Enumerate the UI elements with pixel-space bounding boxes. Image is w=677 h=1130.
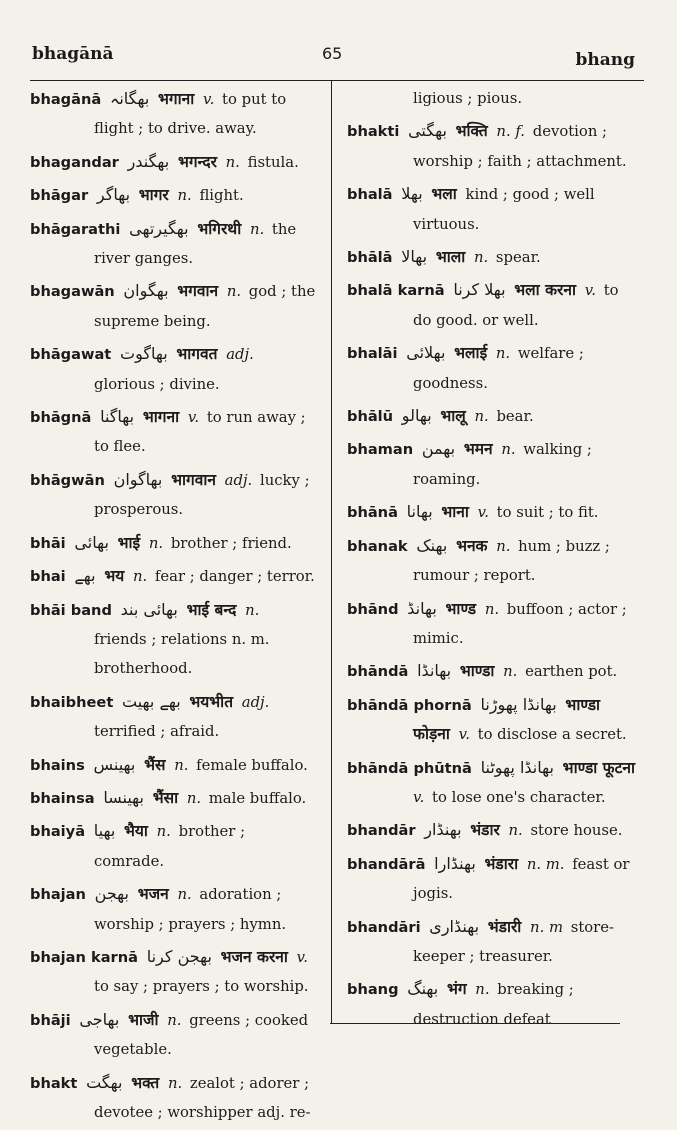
headword: bhalā karnā — [347, 282, 445, 300]
hindi-script: भला करना — [514, 281, 576, 300]
definition: fear ; danger ; terror. — [154, 568, 315, 586]
definition: lucky ; prosperous. — [94, 471, 310, 519]
grammar-tag: n. — [249, 220, 265, 238]
dictionary-entry — [30, 339, 318, 399]
hindi-script: भैया — [124, 822, 148, 841]
definition: terrified ; afraid. — [94, 723, 220, 741]
urdu-script: بھاگر — [96, 185, 131, 205]
continuation-text: ligious ; pious. — [413, 90, 523, 107]
grammar-tag: n. — [484, 600, 500, 618]
dictionary-entry — [30, 465, 318, 525]
headword: bhagandar — [30, 153, 119, 171]
urdu-script: بھگندر — [127, 151, 170, 171]
dictionary-entry — [30, 816, 318, 876]
urdu-script: بھے — [74, 566, 96, 586]
dictionary-entry — [347, 338, 641, 398]
hindi-script: भनक — [456, 536, 488, 555]
hindi-script: भंग — [446, 980, 467, 999]
headword: bhāgwān — [30, 471, 105, 489]
hindi-script: भंडारी — [487, 917, 522, 936]
grammar-tag: n. — [495, 345, 511, 363]
guide-word-right: bhang — [575, 50, 635, 70]
urdu-script: بھنگ — [407, 979, 439, 999]
dictionary-entry — [30, 402, 318, 462]
definition: welfare ; goodness. — [413, 345, 584, 392]
dictionary-entry — [30, 147, 318, 177]
definition: hum ; buzz ; rumour ; report. — [413, 537, 610, 585]
headword: bhānd — [347, 600, 399, 618]
dictionary-entry — [347, 656, 641, 686]
urdu-script: بھگوان — [123, 281, 169, 301]
urdu-script: بھے بھیت — [122, 691, 181, 711]
grammar-tag: adj. — [224, 471, 253, 489]
hindi-script: भाना — [441, 503, 469, 522]
definition: adoration ; worship ; prayers ; hymn. — [94, 886, 287, 933]
headword: bhalā — [347, 186, 393, 204]
hindi-script: भाण्डा फोड़ना — [413, 695, 601, 744]
definition: to do good. or well. — [413, 282, 619, 329]
grammar-tag: v. — [477, 504, 489, 522]
headword: bhāji — [30, 1011, 71, 1029]
hindi-script: भगाना — [158, 90, 195, 108]
hindi-script: भजन करना — [220, 947, 288, 966]
dictionary-entry — [347, 116, 641, 176]
headword: bhajan — [30, 886, 86, 904]
headword: bhaman — [347, 441, 414, 459]
headword: bhainsa — [30, 789, 95, 807]
urdu-script: بھاگوان — [113, 469, 163, 489]
dictionary-entry — [347, 815, 641, 845]
definition: female buffalo. — [196, 756, 308, 774]
grammar-tag: n. — [167, 1074, 183, 1092]
urdu-script: بھائی — [74, 532, 109, 552]
hindi-script: भागना — [142, 408, 180, 427]
urdu-script: بھلائی — [406, 343, 446, 363]
urdu-script: بھجن کرنا — [146, 946, 212, 966]
urdu-script: بھانڈا پھوٹنا — [480, 757, 554, 777]
grammar-tag: n. — [474, 408, 489, 426]
hindi-script: भगन्दर — [177, 152, 217, 171]
urdu-script: بھگیرتھی — [129, 218, 189, 238]
urdu-script: بھاگنا — [100, 407, 135, 427]
hindi-script: भगवान — [177, 282, 219, 301]
hindi-script: भक्त — [131, 1073, 160, 1092]
headword: bhai — [30, 568, 66, 586]
urdu-script: بھانا — [406, 502, 433, 522]
definition: greens ; cooked vegetable. — [94, 1011, 309, 1059]
urdu-script: بھگت — [86, 1072, 123, 1092]
headword: bhaiyā — [30, 823, 86, 841]
urdu-script: بھانڈ — [407, 598, 437, 618]
dictionary-entry — [30, 595, 318, 684]
definition: fistula. — [247, 153, 299, 171]
grammar-tag: n. — [167, 1011, 182, 1029]
definition: to put to flight ; to drive. away. — [94, 91, 287, 138]
definition: brother ; comrade. — [94, 823, 246, 870]
dictionary-entry — [347, 690, 641, 750]
urdu-script: بھالو — [401, 406, 432, 426]
headword: bhānā — [347, 504, 398, 522]
grammar-tag: n. f. — [496, 123, 526, 141]
urdu-script: بھجن — [94, 884, 129, 904]
urdu-script: بھاجی — [79, 1009, 120, 1029]
headword: bhāndā — [347, 663, 409, 681]
headword: bhagawān — [30, 283, 115, 301]
dictionary-entry — [30, 276, 318, 336]
urdu-script: بھگانہ — [109, 89, 150, 108]
hindi-script: भंडारा — [484, 854, 519, 873]
grammar-tag: n. — [501, 441, 516, 459]
headword: bhāi band — [30, 601, 112, 619]
grammar-tag: n. — [177, 187, 192, 205]
grammar-tag: v. — [187, 409, 200, 427]
grammar-tag: n. — [508, 822, 523, 840]
guide-word-left: bhagānā — [32, 44, 114, 64]
definition: spear. — [495, 249, 541, 267]
dictionary-entry — [347, 242, 641, 272]
definition: bear. — [496, 408, 534, 426]
grammar-tag: n. — [148, 534, 164, 552]
headword: bhandāri — [347, 918, 421, 936]
hindi-script: भय — [104, 567, 125, 586]
dictionary-entry — [347, 434, 641, 494]
hindi-script: भमन — [463, 440, 493, 459]
hindi-script: भागर — [138, 186, 169, 205]
definition: kind ; good ; well virtuous. — [413, 186, 595, 233]
urdu-script: بھیا — [93, 821, 116, 841]
headword: bhāgarathi — [30, 220, 121, 238]
column-divider — [331, 81, 332, 1023]
dictionary-entry — [30, 942, 318, 1002]
dictionary-entry — [347, 179, 641, 239]
hindi-script: भाण्डा फूटना — [562, 758, 636, 777]
grammar-tag: n. — [226, 283, 242, 301]
grammar-tag: adj. — [226, 346, 254, 364]
hindi-script: भाई — [117, 533, 141, 552]
left-column — [30, 84, 318, 1130]
hindi-script: भलाई — [454, 344, 488, 363]
dictionary-entry — [30, 879, 318, 939]
headword: bhāi — [30, 534, 66, 552]
hindi-script: भाला — [435, 248, 466, 267]
definition: male buffalo. — [208, 789, 307, 807]
right-column — [347, 84, 641, 1037]
definition: earthen pot. — [525, 663, 618, 681]
definition: god ; the supreme being. — [94, 283, 316, 330]
grammar-tag: v. — [203, 91, 215, 108]
definition: to suit ; to fit. — [496, 504, 599, 522]
headword: bhakti — [347, 123, 400, 141]
definition: the river ganges. — [94, 220, 297, 268]
hindi-script: भक्ति — [455, 122, 488, 141]
urdu-script: بھاگوت — [120, 344, 168, 364]
definition: to say ; prayers ; to worship. — [94, 978, 309, 996]
dictionary-entry — [347, 912, 641, 972]
grammar-tag: n. — [177, 886, 192, 904]
definition: flight. — [199, 187, 244, 205]
definition: buffoon ; actor ; mimic. — [413, 600, 627, 647]
hindi-script: भगिरथी — [197, 219, 242, 238]
headword: bhāgnā — [30, 409, 92, 427]
urdu-script: بھمن — [421, 439, 456, 459]
hindi-script: भालू — [440, 407, 466, 426]
grammar-tag: n. — [174, 756, 189, 774]
hindi-script: भजन — [137, 885, 169, 904]
headword: bhandār — [347, 822, 416, 840]
grammar-tag: n. — [245, 601, 260, 619]
dictionary-entry — [30, 783, 318, 813]
dictionary-entry — [30, 1005, 318, 1065]
dictionary-entry — [30, 214, 318, 274]
dictionary-entry — [347, 974, 641, 1034]
header-rule — [30, 80, 644, 81]
grammar-tag: v. — [458, 726, 470, 744]
grammar-tag: v. — [296, 948, 308, 966]
urdu-script: بھنڈاری — [429, 916, 480, 936]
urdu-script: بھینس — [93, 754, 136, 774]
dictionary-entry — [347, 531, 641, 591]
grammar-tag: adj. — [241, 693, 270, 711]
headword: bhalāi — [347, 345, 398, 363]
dictionary-entry — [30, 561, 318, 591]
definition: glorious ; divine. — [94, 375, 220, 393]
definition: feast or jogis. — [413, 855, 630, 903]
hindi-script: भाण्डा — [459, 662, 495, 681]
grammar-tag: n. — [132, 568, 148, 586]
headword: bhāgawat — [30, 346, 112, 364]
grammar-tag: n. — [225, 153, 240, 171]
dictionary-entry — [347, 497, 641, 527]
hindi-script: भाई बन्द — [186, 600, 237, 619]
urdu-script: بھنک — [416, 535, 448, 555]
headword: bhagānā — [30, 91, 102, 108]
page-header — [0, 0, 677, 80]
definition: zealot ; adorer ; devotee ; worshipper adj. re- — [94, 1074, 311, 1121]
headword: bhanak — [347, 537, 408, 555]
dictionary-entry — [30, 84, 318, 144]
grammar-tag: n. — [475, 981, 490, 999]
urdu-script: بھینسا — [103, 787, 144, 807]
hindi-script: भागवत — [176, 345, 218, 364]
definition: walking ; roaming. — [413, 441, 592, 488]
dictionary-entry — [347, 275, 641, 335]
hindi-script: भैंस — [144, 755, 166, 774]
hindi-script: भागवान — [171, 470, 216, 489]
urdu-script: بھانڈا پھوڑنا — [480, 694, 557, 714]
hindi-script: भैंसा — [152, 788, 179, 807]
urdu-script: بھنڈارا — [434, 853, 476, 873]
hindi-script: भाजी — [128, 1010, 159, 1029]
headword: bhālū — [347, 408, 394, 426]
urdu-script: بھگتی — [408, 121, 447, 141]
headword: bhains — [30, 756, 85, 774]
urdu-script: بھانڈا — [417, 661, 452, 681]
hindi-script: भंडार — [470, 821, 500, 840]
definition: to lose one's character. — [432, 788, 606, 806]
grammar-tag: n. — [496, 537, 511, 555]
dictionary-entry — [347, 753, 641, 813]
hindi-script: भाण्ड — [445, 599, 477, 618]
headword: bhāndā phornā — [347, 696, 472, 714]
urdu-script: بھائی بند — [120, 599, 178, 619]
grammar-tag: n. — [156, 823, 171, 841]
grammar-tag: v. — [584, 282, 596, 300]
definition: brother ; friend. — [170, 534, 292, 552]
definition: to run away ; to flee. — [94, 409, 306, 456]
grammar-tag: n. — [473, 249, 489, 267]
dictionary-entry — [30, 528, 318, 558]
dictionary-entry — [30, 687, 318, 747]
grammar-tag: n. m. — [526, 855, 565, 873]
dictionary-entry — [347, 594, 641, 654]
grammar-tag: n. — [503, 663, 518, 681]
headword: bhang — [347, 981, 399, 999]
definition: to disclose a secret. — [477, 726, 627, 744]
definition: breaking ; destruction defeat — [413, 981, 574, 1028]
headword: bhandārā — [347, 855, 426, 873]
urdu-script: بھنڈار — [424, 820, 462, 840]
definition: devotion ; worship ; faith ; attachment. — [413, 123, 627, 170]
dictionary-entry — [347, 401, 641, 431]
grammar-tag: n. — [186, 789, 202, 807]
urdu-script: بھلا — [401, 184, 423, 204]
headword: bhaibheet — [30, 693, 114, 711]
dictionary-entry — [30, 180, 318, 210]
dictionary-entry — [347, 849, 641, 909]
headword: bhālā — [347, 249, 393, 267]
page-number: 65 — [322, 44, 343, 63]
urdu-script: بھلا کرنا — [453, 280, 506, 300]
headword: bhāgar — [30, 187, 89, 205]
definition: friends ; relations n. m. brotherhood. — [94, 630, 270, 678]
urdu-script: بھالا — [401, 247, 428, 267]
hindi-script: भयभीत — [189, 692, 234, 711]
grammar-tag: v. — [413, 788, 425, 806]
hindi-script: भला — [431, 185, 457, 204]
definition: store-keeper ; treasurer. — [413, 918, 615, 965]
dictionary-entry — [30, 750, 318, 780]
grammar-tag: n. m — [530, 918, 564, 936]
dictionary-entry — [30, 1068, 318, 1128]
definition: store house. — [530, 822, 623, 840]
headword: bhāndā phūtnā — [347, 759, 472, 777]
headword: bhajan karnā — [30, 948, 138, 966]
headword: bhakt — [30, 1074, 78, 1092]
